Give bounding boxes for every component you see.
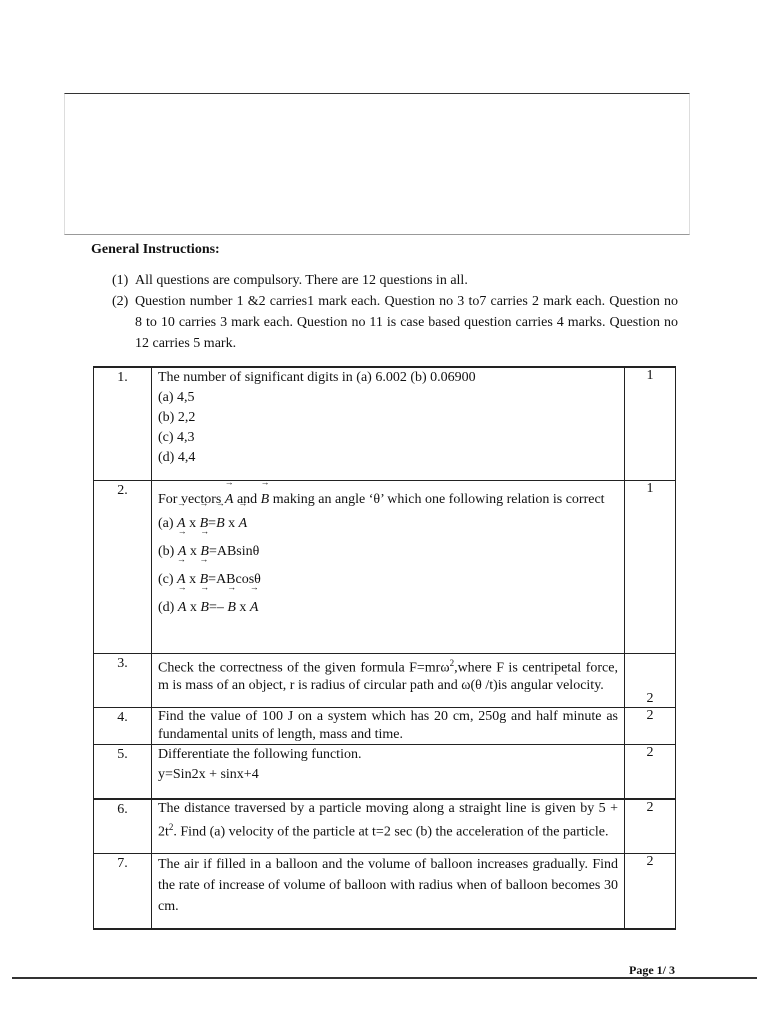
stem-part: and [233, 491, 261, 507]
option-label: (b) [158, 543, 178, 559]
cross-sign: x [235, 599, 250, 615]
question-text: Find the value of 100 J on a system which has 20 cm, 250g and half minute as fundamental units of length, mass and time. [152, 707, 625, 744]
question-number: 4. [94, 707, 152, 744]
question-expression: y=Sin2x + sinx+4 [158, 766, 259, 782]
superscript: 2 [168, 822, 174, 832]
vector-a: → A [177, 510, 186, 538]
vector-b: → B [200, 510, 209, 538]
option-label: (c) [158, 571, 178, 587]
question-text [152, 653, 625, 707]
vector-a: → A [178, 538, 187, 566]
question-text [152, 367, 625, 480]
instructions-list [112, 270, 678, 354]
vector-a: → A [178, 594, 187, 622]
option-rhs: =ABcosθ [208, 571, 261, 587]
stem-part: For vectors [158, 491, 225, 507]
option-a [158, 510, 618, 538]
equals-sign: = [208, 515, 217, 531]
option-b: (b) 2,2 [158, 410, 196, 425]
question-number: 7. [94, 853, 152, 929]
option-d [158, 594, 618, 622]
vector-a: → A [225, 489, 234, 510]
equals-sign: =– [208, 599, 228, 615]
question-number: 2. [94, 480, 152, 653]
option-d: (d) 4,4 [158, 450, 196, 465]
vector-a: → A [177, 566, 186, 594]
question-text [152, 480, 625, 653]
page-number: Page 1/ 3 [629, 963, 675, 977]
vector-b: → B [216, 510, 225, 538]
instruction-number: (1) [112, 273, 129, 288]
vector-b: → B [200, 538, 209, 566]
question-row-5 [94, 744, 676, 799]
vector-b: → B [227, 594, 236, 622]
vector-a: → A [250, 594, 259, 622]
question-row-4 [94, 707, 676, 744]
instruction-text: All questions are compulsory. There are 12 questions in all. [135, 273, 468, 288]
question-row-2 [94, 480, 676, 653]
question-stem [158, 489, 618, 510]
question-stem: The distance traversed by a particle moving along a straight line is given by 5 + 2t [158, 801, 618, 840]
instruction-item [112, 270, 678, 291]
option-a: (a) 4,5 [158, 390, 195, 405]
question-marks: 1 [625, 367, 676, 480]
question-stem: Differentiate the following function. [158, 746, 362, 762]
vector-b: → B [200, 594, 209, 622]
question-stem: . Find (a) velocity of the particle at t=2 sec (b) the acceleration of the particle. [173, 824, 609, 840]
header-box [64, 93, 690, 235]
question-marks: 1 [625, 480, 676, 653]
question-number: 5. [94, 744, 152, 799]
questions-table [93, 366, 676, 930]
option-label: (a) [158, 515, 178, 531]
question-row-1 [94, 367, 676, 480]
question-text [152, 744, 625, 799]
question-stem: The number of significant digits in (a) 6.002 (b) 0.06900 [158, 370, 476, 385]
question-stem: Check the correctness of the given formula F=mrω [158, 660, 450, 676]
cross-sign: x [185, 515, 200, 531]
question-text: The air if filled in a balloon and the volume of balloon increases gradually. Find the rate of increase of volume of balloon with radius when of balloon becomes 30 cm. [152, 853, 625, 929]
option-label: (d) [158, 599, 178, 615]
instruction-number: (2) [112, 294, 129, 309]
question-number: 3. [94, 653, 152, 707]
question-text [152, 799, 625, 853]
question-marks: 2 [625, 799, 676, 853]
superscript: 2 [449, 657, 455, 668]
question-marks: 2 [625, 744, 676, 799]
question-number: 1. [94, 367, 152, 480]
question-marks: 2 [625, 653, 676, 707]
cross-sign: x [185, 571, 200, 587]
vector-a: → A [239, 510, 248, 538]
question-row-3 [94, 653, 676, 707]
question-stem: ,where F is centripetal force, m is mass of an object, r is radius of circular path and ω(θ /t)is angular velocity. [158, 660, 618, 694]
question-row-6 [94, 799, 676, 853]
cross-sign: x [186, 599, 201, 615]
option-c: (c) 4,3 [158, 430, 195, 445]
question-marks: 2 [625, 707, 676, 744]
instruction-item [112, 291, 678, 354]
stem-part: making an angle ‘θ’ which one following relation is correct [269, 491, 605, 507]
question-number: 6. [94, 799, 152, 853]
question-marks: 2 [625, 853, 676, 929]
option-b [158, 538, 618, 566]
instructions-title: General Instructions: [91, 242, 220, 257]
instruction-text: Question number 1 &2 carries1 mark each. Question no 3 to7 carries 2 mark each. Question no 8 to 10 carries 3 mark each. Question no 11 is case based question carries 4 marks. Question no 12 carries 5 mark. [135, 294, 678, 351]
cross-sign: x [224, 515, 239, 531]
question-row-7 [94, 853, 676, 929]
cross-sign: x [186, 543, 201, 559]
vector-b: → B [200, 566, 209, 594]
vector-b: → B [261, 489, 270, 510]
option-rhs: =ABsinθ [208, 543, 260, 559]
